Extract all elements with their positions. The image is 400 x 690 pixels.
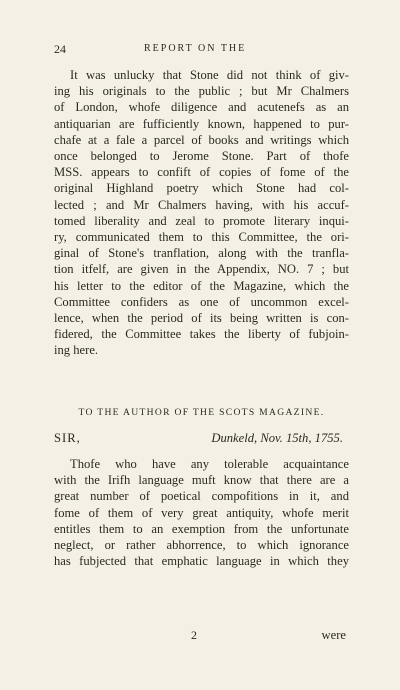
paragraph-line: chafe at a fale a parcel of books and writings which [54,132,349,147]
paragraph-line: of London, whofe diligence and acutenefs as an [54,100,349,115]
dateline: Dunkeld, Nov. 15th, 1755. [211,431,343,445]
letter-line: fome of them of very great antiquity, whofe merit [54,505,349,520]
paragraph-1 [54,67,349,359]
paragraph-line: lence, when the period of its being written is con- [54,311,349,326]
letter-line: neglect, or rather abhorrence, to which ignorance [54,538,349,553]
paragraph-line: MSS. appears to confift of copies of fome of the [54,165,349,180]
salutation-row [54,431,349,449]
letter-line: with the Irifh language muft know that there are a [54,473,349,488]
paragraph-line: antiquarian are fufficiently known, happened to pur- [54,116,349,131]
catchword: were [321,628,346,642]
paragraph-line: tomed liberality and zeal to promote literary inqui- [54,213,349,228]
paragraph-line: ry, communicated them to this Committee, the ori- [54,230,349,245]
paragraph-line: tion itfelf, are given in the Appendix, NO. 7 ; but [54,262,349,277]
letter-heading: TO THE AUTHOR OF THE SCOTS MAGAZINE. [78,407,325,418]
paragraph-line: fidered, the Committee takes the liberty of fubjoin- [54,327,349,342]
paragraph-line: ginal of Stone's tranflation, along with the tranfla- [54,246,349,261]
paragraph-line: his letter to the editor of the Magazine, which the [54,278,349,293]
letter-line: entitles them to an exemption from the unfortunate [54,521,349,536]
paragraph-line: ing his originals to the public ; but Mr Chalmers [54,84,349,99]
page-number: 24 [54,42,66,56]
running-head: REPORT ON THE [144,43,247,54]
paragraph-line: ing here. [54,343,99,358]
paragraph-line: original Highland poetry which Stone had col- [54,181,349,196]
signature-mark: 2 [191,628,197,642]
paragraph-line: once belonged to Jerome Stone. Part of thofe [54,149,349,164]
letter-body [54,456,349,569]
paragraph-line: Committee confiders as one of uncommon excel- [54,294,349,309]
salutation: SIR, [54,431,81,445]
page-header [54,42,354,58]
paragraph-line: It was unlucky that Stone did not think of giv- [70,68,349,82]
letter-line: Thofe who have any tolerable acquaintance [70,457,349,471]
paragraph-line: lected ; and Mr Chalmers having, with his accuf- [54,197,349,212]
letter-line: has fubjected that emphatic language in which they [54,554,349,569]
letter-line: great number of poetical compofitions in it, and [54,489,349,504]
